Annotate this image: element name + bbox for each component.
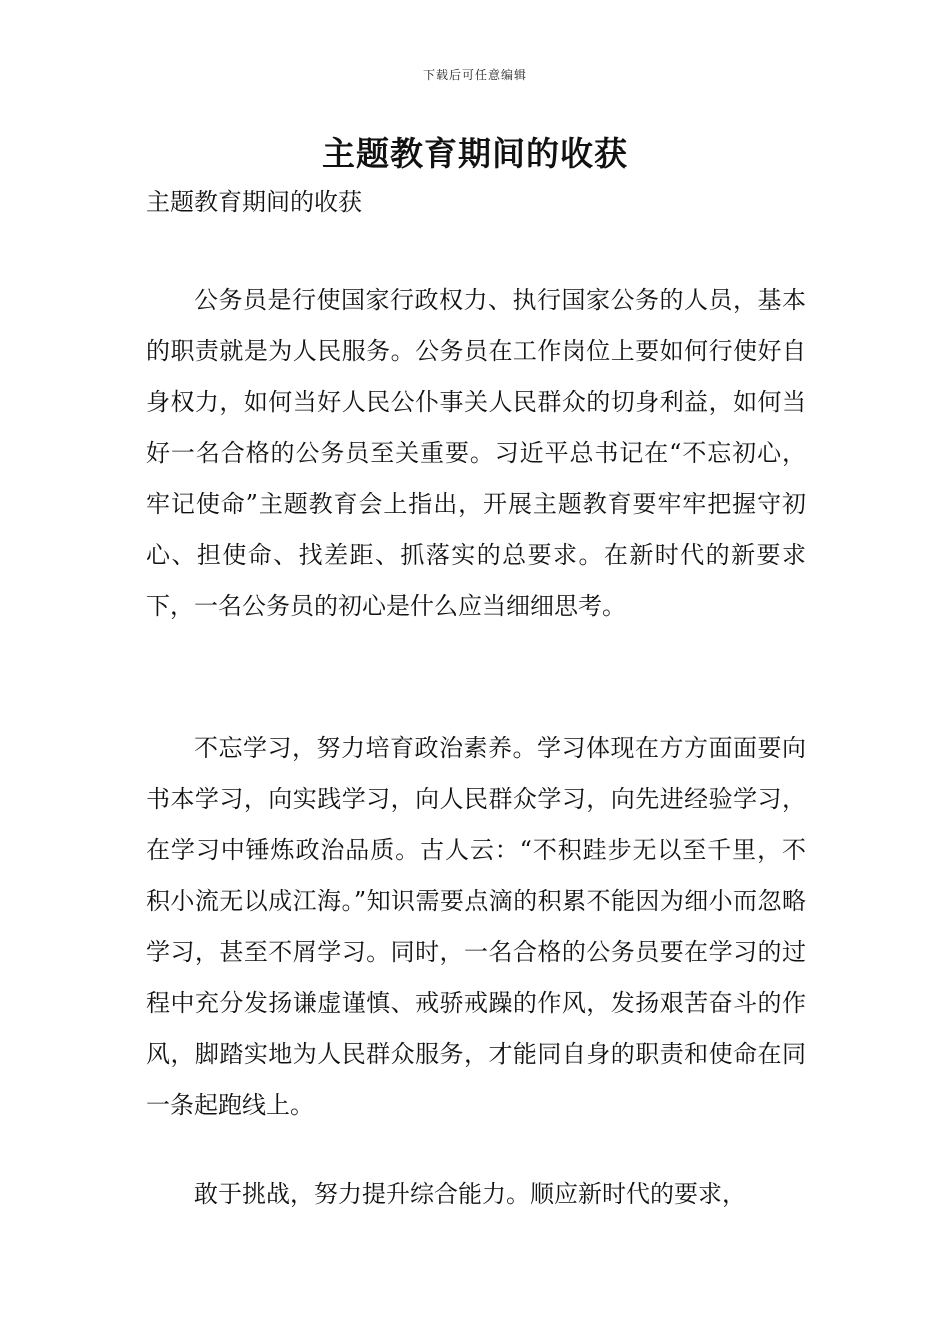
header-note: 下载后可任意编辑 [422,68,527,82]
document-subtitle: 主题教育期间的收获 [146,188,362,216]
paragraph-1: 公务员是行使国家行政权力、执行国家公务的人员，基本的职责就是为人民服务。公务员在工作岗位上要如何行使好自身权力，如何当好人民公仆事关人民群众的切身利益，如何当好一名合格的公务员至关重要。习近平总书记在“不忘初心，牢记使命”主题教育会上指出，开展主题教育要牢牢把握守初心、担使命、找差距、抓落实的总要求。在新时代的新要求下，一名公务员的初心是什么应当细细思考。 [146,286,806,620]
paragraph-2: 不忘学习，努力培育政治素养。学习体现在方方面面要向书本学习，向实践学习，向人民群众学习，向先进经验学习，在学习中锤炼政治品质。古人云：“不积跬步无以至千里，不积小流无以成江海。”知识需要点滴的积累不能因为细小而忽略学习，甚至不屑学习。同时，一名合格的公务员要在学习的过程中充分发扬谦虚谨慎、戒骄戒躁的作风，发扬艰苦奋斗的作风，脚踏实地为人民群众服务，才能同自身的职责和使命在同一条起跑线上。 [146,734,806,1119]
document-title: 主题教育期间的收获 [322,134,628,173]
paragraph-3: 敢于挑战，努力提升综合能力。顺应新时代的要求， [194,1180,746,1208]
